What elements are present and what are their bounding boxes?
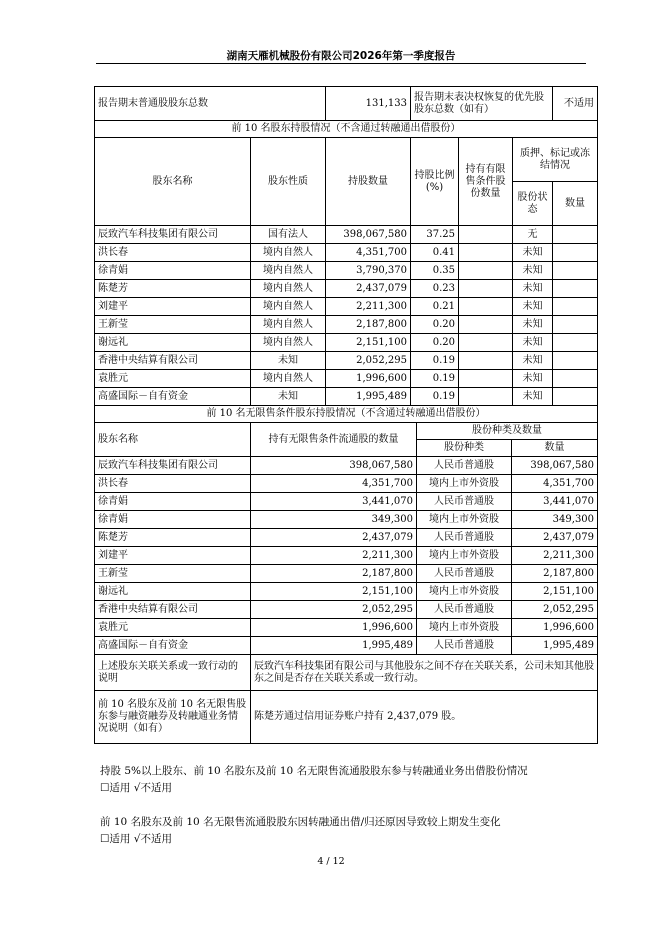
table-row <box>95 475 598 493</box>
share-kind: 人民币普通股 <box>417 457 512 475</box>
share-quantity: 1,995,489 <box>326 388 411 406</box>
share-kind-count: 4,351,700 <box>512 475 598 493</box>
restricted-shares <box>459 226 513 244</box>
margin-text: 陈楚芳通过信用证券账户持有 2,437,079 股。 <box>251 691 598 744</box>
shareholder-nature: 境内自然人 <box>251 244 326 262</box>
pledge-count <box>553 226 598 244</box>
shareholder-nature: 未知 <box>251 352 326 370</box>
shareholder-nature: 境内自然人 <box>251 370 326 388</box>
shareholder-name: 袁胜元 <box>95 619 251 637</box>
share-kind-count: 2,151,100 <box>512 583 598 601</box>
share-ratio: 0.20 <box>411 334 459 352</box>
restricted-shares <box>459 298 513 316</box>
shareholder-name: 洪长春 <box>95 244 251 262</box>
relation-text: 辰致汽车科技集团有限公司与其他股东之间不存在关联关系，公司未知其他股东之间是否存在关联关系或一致行动。 <box>251 655 598 691</box>
pledge-status: 未知 <box>513 370 553 388</box>
col-header-qty: 持股数量 <box>326 138 411 226</box>
share-quantity: 3,790,370 <box>326 262 411 280</box>
share-kind-count: 3,441,070 <box>512 493 598 511</box>
share-quantity: 2,187,800 <box>326 316 411 334</box>
shareholder-name: 高盛国际－自有资金 <box>95 388 251 406</box>
table-row <box>95 457 598 475</box>
page-header-title: 湖南天雁机械股份有限公司2026年第一季度报告 <box>226 50 456 62</box>
col-header-name: 股东名称 <box>95 138 251 226</box>
shareholder-name: 刘建平 <box>95 547 251 565</box>
table-row <box>95 352 598 370</box>
total-holders-label: 报告期末普通股股东总数 <box>95 87 326 121</box>
share-ratio: 0.20 <box>411 316 459 334</box>
shareholder-nature: 国有法人 <box>251 226 326 244</box>
col-header-status: 股份状态 <box>513 182 553 226</box>
unrestricted-rows <box>95 457 598 655</box>
share-kind-count: 1,996,600 <box>512 619 598 637</box>
unrestricted-quantity: 2,211,300 <box>251 547 417 565</box>
table-row <box>95 565 598 583</box>
top10-title: 前 10 名股东持股情况（不含通过转融通出借股份） <box>95 121 598 138</box>
share-ratio: 0.41 <box>411 244 459 262</box>
top10-rows <box>95 226 598 406</box>
col-header-pledge: 质押、标记或冻结情况 <box>513 138 598 182</box>
share-quantity: 4,351,700 <box>326 244 411 262</box>
share-kind: 境内上市外资股 <box>417 511 512 529</box>
pledge-count <box>553 298 598 316</box>
share-kind: 境内上市外资股 <box>417 583 512 601</box>
unrestricted-quantity: 1,995,489 <box>251 637 417 655</box>
share-ratio: 0.35 <box>411 262 459 280</box>
table-row <box>95 388 598 406</box>
pledge-status: 未知 <box>513 334 553 352</box>
share-kind-count: 2,052,295 <box>512 601 598 619</box>
unrestricted-quantity: 398,067,580 <box>251 457 417 475</box>
shareholder-name: 辰致汽车科技集团有限公司 <box>95 457 251 475</box>
share-kind: 境内上市外资股 <box>417 475 512 493</box>
pledge-count <box>553 280 598 298</box>
table-row <box>95 226 598 244</box>
shareholder-name: 袁胜元 <box>95 370 251 388</box>
share-kind: 境内上市外资股 <box>417 619 512 637</box>
page-number: 4 / 12 <box>317 856 345 867</box>
shareholder-nature: 境内自然人 <box>251 262 326 280</box>
restricted-shares <box>459 244 513 262</box>
shareholder-name: 陈楚芳 <box>95 529 251 547</box>
shareholder-name: 高盛国际－自有资金 <box>95 637 251 655</box>
pledge-count <box>553 388 598 406</box>
shareholder-nature: 境内自然人 <box>251 316 326 334</box>
table-row <box>95 601 598 619</box>
share-quantity: 2,437,079 <box>326 280 411 298</box>
pledge-count <box>553 316 598 334</box>
unrestricted-quantity: 2,151,100 <box>251 583 417 601</box>
restricted-shares <box>459 334 513 352</box>
shareholder-name: 辰致汽车科技集团有限公司 <box>95 226 251 244</box>
pledge-status: 未知 <box>513 316 553 334</box>
note-2-option: ☐适用 √不适用 <box>100 833 172 845</box>
pledge-count <box>553 262 598 280</box>
share-kind-count: 2,187,800 <box>512 565 598 583</box>
share-ratio: 0.21 <box>411 298 459 316</box>
pledge-status: 未知 <box>513 262 553 280</box>
u-col-header-count: 数量 <box>512 440 598 457</box>
col-header-restricted: 持有有限售条件股份数量 <box>459 138 513 226</box>
table-row <box>95 280 598 298</box>
table-row <box>95 547 598 565</box>
note-2-title: 前 10 名股东及前 10 名无限售流通股股东因转融通出借/归还原因导致较上期发生变化 <box>100 816 501 828</box>
col-header-count: 数量 <box>553 182 598 226</box>
unrestricted-quantity: 2,187,800 <box>251 565 417 583</box>
unrestricted-quantity: 4,351,700 <box>251 475 417 493</box>
share-ratio: 0.19 <box>411 370 459 388</box>
table-row <box>95 334 598 352</box>
pledge-status: 未知 <box>513 388 553 406</box>
share-kind: 人民币普通股 <box>417 565 512 583</box>
share-kind: 人民币普通股 <box>417 493 512 511</box>
pledge-count <box>553 244 598 262</box>
u-col-header-name: 股东名称 <box>95 423 251 457</box>
restricted-shares <box>459 352 513 370</box>
share-kind-count: 2,437,079 <box>512 529 598 547</box>
shareholder-nature: 境内自然人 <box>251 334 326 352</box>
u-col-header-qty: 持有无限售条件流通股的数量 <box>251 423 417 457</box>
shareholder-name: 徐青娟 <box>95 511 251 529</box>
table-row <box>95 511 598 529</box>
shareholder-name: 徐青娟 <box>95 493 251 511</box>
share-kind: 人民币普通股 <box>417 601 512 619</box>
unrestricted-quantity: 1,996,600 <box>251 619 417 637</box>
table-row <box>95 493 598 511</box>
table-row <box>95 529 598 547</box>
pledge-status: 未知 <box>513 244 553 262</box>
pledge-count <box>553 352 598 370</box>
col-header-nature: 股东性质 <box>251 138 326 226</box>
shareholder-name: 徐青娟 <box>95 262 251 280</box>
u-col-header-kind: 股份种类 <box>417 440 512 457</box>
share-kind-count: 349,300 <box>512 511 598 529</box>
shareholder-name: 谢远礼 <box>95 583 251 601</box>
share-quantity: 2,151,100 <box>326 334 411 352</box>
pledge-count <box>553 370 598 388</box>
share-ratio: 0.19 <box>411 352 459 370</box>
shareholder-nature: 境内自然人 <box>251 280 326 298</box>
table-row <box>95 637 598 655</box>
table-row <box>95 370 598 388</box>
shareholder-name: 谢远礼 <box>95 334 251 352</box>
total-holders-value: 131,133 <box>326 87 411 121</box>
share-kind: 人民币普通股 <box>417 529 512 547</box>
col-header-ratio: 持股比例(%) <box>411 138 459 226</box>
table-row <box>95 316 598 334</box>
table-row <box>95 583 598 601</box>
note-1-title: 持股 5%以上股东、前 10 名股东及前 10 名无限售流通股股东参与转融通业务出借股份情况 <box>100 765 528 777</box>
top10-shareholders-table <box>94 86 598 406</box>
top10-unrestricted-table <box>94 405 598 744</box>
restricted-shares <box>459 280 513 298</box>
shareholder-name: 王新莹 <box>95 316 251 334</box>
shareholder-name: 刘建平 <box>95 298 251 316</box>
margin-label: 前 10 名股东及前 10 名无限售股东参与融资融券及转融通业务情况说明（如有） <box>95 691 251 744</box>
pledge-status: 未知 <box>513 352 553 370</box>
unrestricted-quantity: 349,300 <box>251 511 417 529</box>
share-kind-count: 2,211,300 <box>512 547 598 565</box>
pledge-status: 未知 <box>513 280 553 298</box>
shareholder-name: 王新莹 <box>95 565 251 583</box>
unrestricted-quantity: 2,052,295 <box>251 601 417 619</box>
share-kind-count: 398,067,580 <box>512 457 598 475</box>
restricted-shares <box>459 370 513 388</box>
share-quantity: 398,067,580 <box>326 226 411 244</box>
share-quantity: 2,052,295 <box>326 352 411 370</box>
shareholder-name: 洪长春 <box>95 475 251 493</box>
share-ratio: 37.25 <box>411 226 459 244</box>
share-quantity: 1,996,600 <box>326 370 411 388</box>
share-kind: 人民币普通股 <box>417 637 512 655</box>
preferred-holders-label: 报告期末表决权恢复的优先股股东总数（如有） <box>411 87 553 121</box>
note-1-option: ☐适用 √不适用 <box>100 782 172 794</box>
restricted-shares <box>459 316 513 334</box>
table-row <box>95 244 598 262</box>
pledge-status: 无 <box>513 226 553 244</box>
unrestricted-quantity: 3,441,070 <box>251 493 417 511</box>
shareholder-name: 陈楚芳 <box>95 280 251 298</box>
share-kind-count: 1,995,489 <box>512 637 598 655</box>
share-ratio: 0.19 <box>411 388 459 406</box>
relation-label: 上述股东关联关系或一致行动的说明 <box>95 655 251 691</box>
restricted-shares <box>459 388 513 406</box>
pledge-status: 未知 <box>513 298 553 316</box>
table-row <box>95 298 598 316</box>
pledge-count <box>553 334 598 352</box>
share-quantity: 2,211,300 <box>326 298 411 316</box>
unrestricted-title: 前 10 名无限售条件股东持股情况（不含通过转融通出借股份） <box>95 406 598 423</box>
shareholder-name: 香港中央结算有限公司 <box>95 601 251 619</box>
shareholder-name: 香港中央结算有限公司 <box>95 352 251 370</box>
restricted-shares <box>459 262 513 280</box>
shareholder-nature: 境内自然人 <box>251 298 326 316</box>
u-col-header-kind-group: 股份种类及数量 <box>417 423 598 440</box>
share-ratio: 0.23 <box>411 280 459 298</box>
preferred-holders-value: 不适用 <box>553 87 598 121</box>
header-divider <box>96 63 586 64</box>
unrestricted-quantity: 2,437,079 <box>251 529 417 547</box>
share-kind: 境内上市外资股 <box>417 547 512 565</box>
table-row <box>95 619 598 637</box>
table-row <box>95 262 598 280</box>
shareholder-nature: 未知 <box>251 388 326 406</box>
